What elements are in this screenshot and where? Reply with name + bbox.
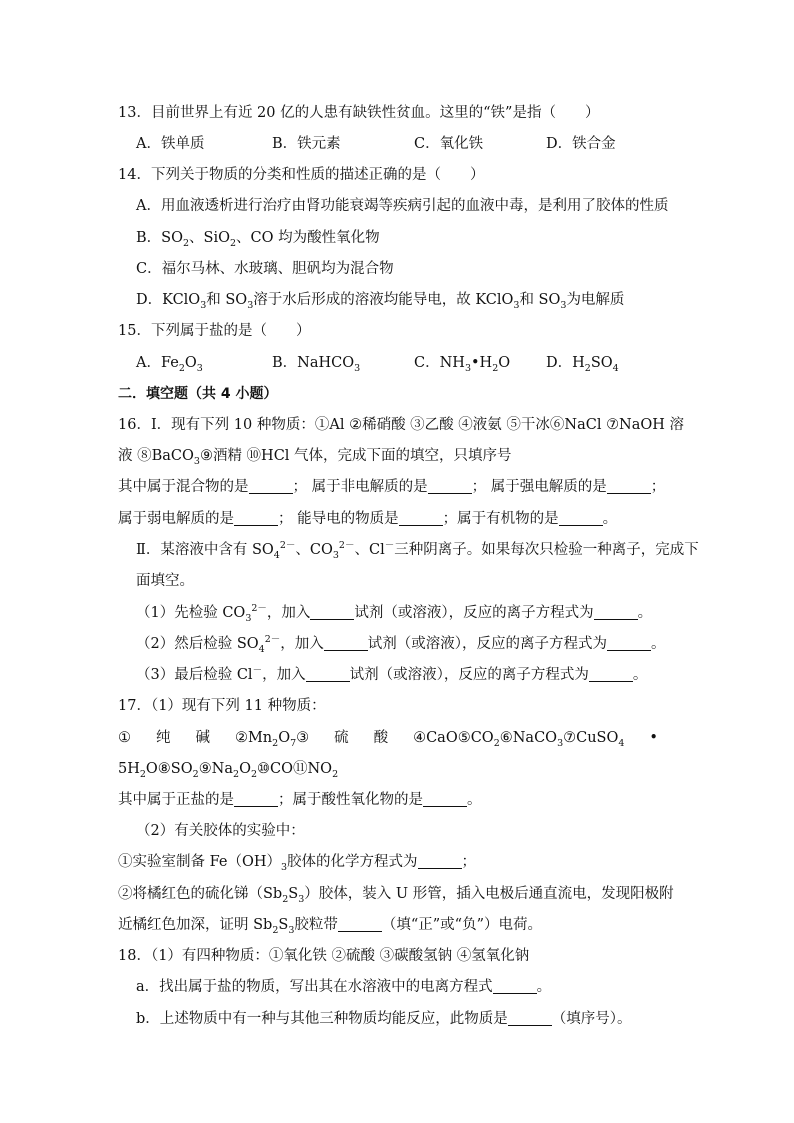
- q16-line-7: （1）先检验 $CO_3^{2-}$，加入 试剂（或溶液），反应的离子方程式为 。: [136, 603, 653, 624]
- answer-blank[interactable]: [493, 979, 537, 994]
- answer-blank[interactable]: [589, 667, 633, 682]
- q14-option-c: C．福尔马林、水玻璃、胆矾均为混合物: [136, 261, 394, 277]
- section-title: 二．填空题（共 4 小题）: [118, 386, 278, 402]
- q16-line-2: 液 ⑧BaCO$_3$⑨酒精 ⑩HCl 气体，完成下面的填空，只填序号: [118, 448, 512, 467]
- q14-option-a: A．用血液透析进行治疗由肾功能衰竭等疾病引起的血液中毒，是利用了胶体的性质: [136, 198, 669, 214]
- q17-line-4: 其中属于正盐的是 ；属于酸性氧化物的是 。: [118, 792, 482, 808]
- answer-blank[interactable]: [310, 605, 354, 620]
- answer-blank[interactable]: [559, 511, 603, 526]
- q14-option-b: B．$SO_2$、SiO$_2$、CO 均为酸性氧化物: [136, 230, 380, 249]
- q16-line-8: （2）然后检验 $SO_4^{2-}$，加入 试剂（或溶液），反应的离子方程式为 。: [136, 634, 666, 655]
- q16-line-1: 16．Ⅰ．现有下列 10 种物质：①Al ②稀硝酸 ③乙酸 ④液氨 ⑤干冰⑥NaCl ⑦NaOH 溶: [118, 417, 685, 433]
- q17-line-2: ① 纯 碱 $②Mn_2O_7③$ 硫 酸 $④CaO⑤CO_2⑥NaCO_3⑦CuSO_4$ •: [118, 730, 658, 749]
- answer-blank[interactable]: [428, 479, 472, 494]
- q16-line-4: 属于弱电解质的是 ； 能导电的物质是 ；属于有机物的是 。: [118, 511, 618, 527]
- q17-line-6: ①实验室制备 $Fe(OH)_3$胶体的化学方程式为 ；: [118, 854, 477, 873]
- answer-blank[interactable]: [418, 854, 462, 869]
- q15-option-b: B．NaHCO$_3$: [272, 355, 361, 374]
- q13-option-a: A．铁单质: [136, 136, 205, 152]
- q13-option-d: D．铁合金: [546, 136, 616, 152]
- answer-blank[interactable]: [508, 1011, 552, 1026]
- q18-line-2: a．找出属于盐的物质，写出其在水溶液中的电离方程式 。: [136, 979, 552, 995]
- question-15-stem: 15．下列属于盐的是（ ）: [118, 323, 311, 339]
- q18-line-1: 18．（1）有四种物质：①氧化铁 ②硫酸 ③碳酸氢钠 ④氢氧化钠: [118, 948, 530, 964]
- q16-line-3: 其中属于混合物的是 ； 属于非电解质的是 ； 属于强电解质的是 ；: [118, 479, 666, 495]
- q16-line-6: 面填空。: [136, 573, 194, 589]
- q17-line-1: 17．（1）现有下列 11 种物质：: [118, 698, 326, 714]
- q13-option-c: C．氧化铁: [414, 136, 484, 152]
- answer-blank[interactable]: [234, 511, 278, 526]
- q17-line-7: ②将橘红色的硫化锑$(Sb_2S_3)$胶体，装入 U 形管，插入电极后通直流电，发现阳极附: [118, 886, 674, 905]
- question-14-stem: 14．下列关于物质的分类和性质的描述正确的是（ ）: [118, 167, 485, 183]
- q15-option-c: C．$NH_3•H_2O$: [414, 355, 511, 374]
- q15-option-a: A．$Fe_2O_3$: [136, 355, 203, 374]
- answer-blank[interactable]: [607, 636, 651, 651]
- answer-blank[interactable]: [423, 792, 467, 807]
- q17-line-5: （2）有关胶体的实验中：: [136, 823, 305, 839]
- answer-blank[interactable]: [306, 667, 350, 682]
- question-13-stem: 13．目前世界上有近 20 亿的人患有缺铁性贫血。这里的“铁”是指（ ）: [118, 105, 600, 121]
- q13-option-b: B．铁元素: [272, 136, 341, 152]
- q18-line-3: b．上述物质中有一种与其他三种物质均能反应，此物质是 （填序号）。: [136, 1011, 632, 1027]
- q15-option-d: D．$H_2SO_4$: [546, 355, 619, 374]
- q17-line-8: 近橘红色加深，证明 $Sb_2S_3$胶粒带 （填“正”或“负”）电荷。: [118, 917, 543, 936]
- answer-blank[interactable]: [399, 511, 443, 526]
- answer-blank[interactable]: [338, 917, 382, 932]
- answer-blank[interactable]: [607, 479, 651, 494]
- q16-line-9: （3）最后检验 Cl－，加入 试剂（或溶液），反应的离子方程式为 。: [136, 665, 648, 683]
- answer-blank[interactable]: [234, 792, 278, 807]
- q17-line-3: $5H_2O⑧SO_2⑨Na_2O_2⑩CO⑪NO_2$: [118, 761, 339, 780]
- answer-blank[interactable]: [324, 636, 368, 651]
- answer-blank[interactable]: [594, 605, 638, 620]
- answer-blank[interactable]: [249, 479, 293, 494]
- q16-line-5: Ⅱ．某溶液中含有 $SO_4^{2-}$、$CO_3^{2-}$、Cl－三种阴离子。如果每次只检验一种离子，完成下: [136, 540, 699, 561]
- q14-option-d: D．KClO$_3$和 $SO_3$溶于水后形成的溶液均能导电，故 KClO$_3$和 $SO_3$为电解质: [136, 292, 625, 311]
